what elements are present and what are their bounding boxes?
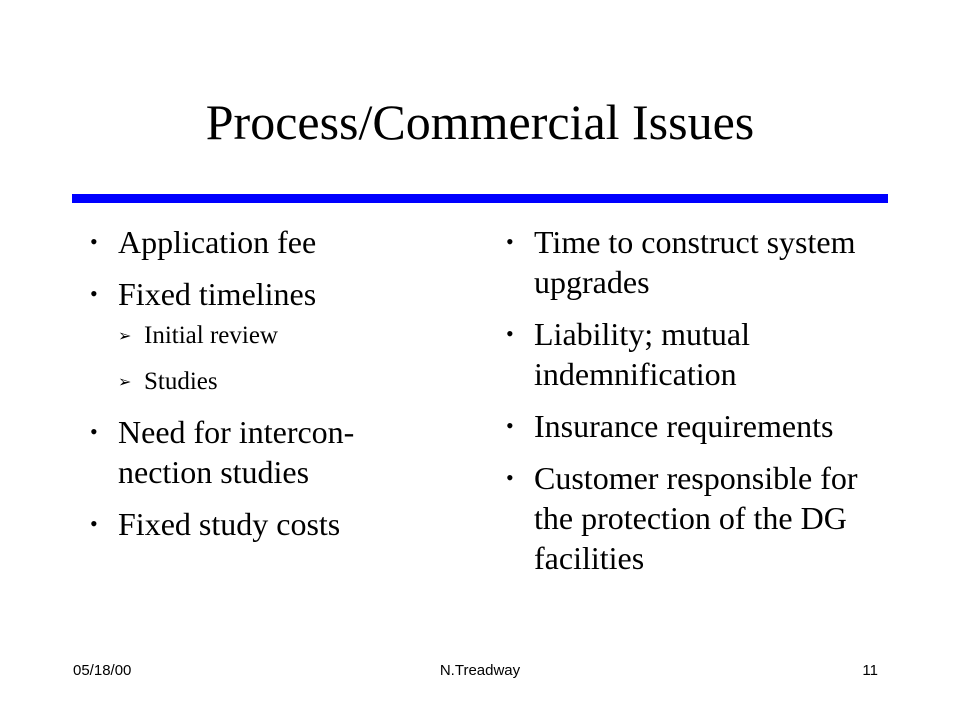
- footer-author: N.Treadway: [439, 662, 521, 679]
- bullet-icon: •: [90, 281, 98, 306]
- bullet-item: [86, 412, 426, 492]
- arrow-bullet-icon: ➢: [118, 372, 132, 391]
- bullet-icon: •: [506, 413, 514, 438]
- bullet-text: Customer responsible for the protection of the DG facilities: [534, 460, 858, 576]
- bullet-text: Application fee: [118, 224, 317, 260]
- arrow-bullet-icon: ➢: [118, 326, 132, 345]
- bullet-icon: •: [90, 511, 98, 536]
- bullet-icon: •: [90, 419, 98, 444]
- footer-page-number: 11: [862, 662, 878, 679]
- right-bullet-column: [502, 222, 902, 590]
- bullet-icon: •: [506, 229, 514, 254]
- bullet-item: [502, 222, 902, 302]
- bullet-item: [86, 274, 426, 397]
- footer-date: 05/18/00: [73, 662, 132, 679]
- bullet-item: [86, 504, 426, 544]
- bullet-icon: •: [506, 465, 514, 490]
- sub-bullet-text: Initial review: [144, 322, 278, 349]
- sub-bullet-list: [118, 320, 426, 397]
- bullet-icon: •: [90, 229, 98, 254]
- bullet-text: Time to construct system upgrades: [534, 224, 856, 300]
- bullet-item: [502, 458, 902, 578]
- bullet-text: Insurance requirements: [534, 408, 834, 444]
- bullet-text: Need for intercon-nection studies: [118, 414, 355, 490]
- bullet-text: Liability; mutual indemnification: [534, 316, 750, 392]
- slide-title: Process/Commercial Issues: [205, 94, 755, 150]
- bullet-item: [86, 222, 426, 262]
- bullet-item: [502, 406, 902, 446]
- title-divider-rule: [72, 194, 888, 203]
- left-bullet-column: [86, 222, 426, 556]
- bullet-icon: •: [506, 321, 514, 346]
- sub-bullet-item: [118, 320, 426, 351]
- bullet-text: Fixed study costs: [118, 506, 341, 542]
- sub-bullet-text: Studies: [144, 368, 218, 395]
- bullet-text: Fixed timelines: [118, 276, 317, 312]
- sub-bullet-item: [118, 366, 426, 397]
- bullet-item: [502, 314, 902, 394]
